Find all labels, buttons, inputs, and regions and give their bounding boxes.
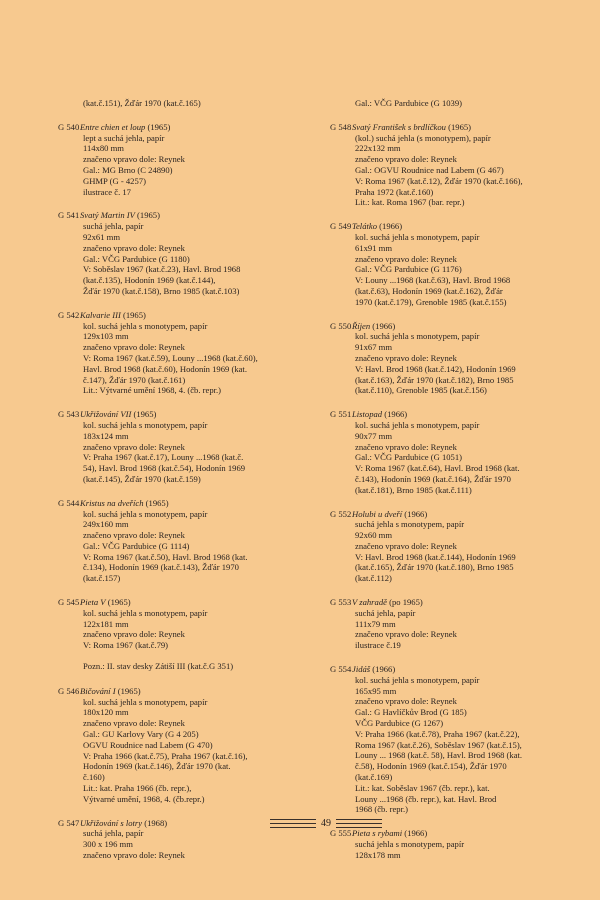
entry-line: značeno vpravo dole: Reynek (83, 718, 185, 729)
entry-line: značeno vpravo dole: Reynek (355, 696, 457, 707)
entry-line: (kat.č.112) (355, 573, 392, 584)
left-continuation (58, 98, 298, 109)
page-footer (0, 815, 600, 835)
entry-line: č.134), Hodonín 1969 (kat.č.143), Žďár 1970 (83, 562, 239, 573)
work-title: Telátko (352, 221, 377, 232)
catalog-number: G 548 (330, 121, 352, 132)
entry-details (58, 420, 298, 485)
entry-line: Lit.: kat. Roma 1967 (bar. repr.) (355, 197, 465, 208)
entry-line: (kat.č.157) (83, 573, 121, 584)
entry-line: (kat.č.63), Hodonín 1969 (kat.č.162), Žďár (355, 285, 503, 296)
work-title: Jidáš (352, 664, 371, 675)
entry-line: V: Praha 1966 (kat.č.78), Praha 1967 (kat.č.22), (355, 728, 520, 739)
catalog-number: G 542 (58, 309, 80, 320)
entry-line: (kat.č.181), Brno 1985 (kat.č.111) (355, 484, 472, 495)
catalog-entry (58, 409, 298, 485)
entry-line: 129x103 mm (83, 331, 129, 342)
catalog-entry (58, 210, 298, 296)
work-year: (1965) (122, 309, 146, 320)
footer-rule-left (270, 819, 316, 820)
catalog-entry (330, 409, 560, 495)
entry-line: Lit.: kat. Praha 1966 (čb. repr.), (83, 783, 192, 794)
entry-line: značeno vpravo dole: Reynek (355, 441, 457, 452)
entry-line: (kat.č.163), Žďár 1970 (kat.č.182), Brno 1985 (355, 374, 514, 385)
entry-line: značeno vpravo dole: Reynek (83, 850, 185, 861)
entry-details (330, 420, 560, 496)
work-title: Ukřižování s lotry (80, 817, 143, 828)
entry-details (330, 608, 560, 651)
entry-details (58, 321, 298, 397)
work-year: (1966) (372, 664, 396, 675)
entry-line: značeno vpravo dole: Reynek (83, 342, 185, 353)
entry-line: (kat.č.169) (355, 772, 393, 783)
entry-line: Gal.: VČG Pardubice (G 1176) (355, 264, 462, 275)
entry-line: Lit.: Výtvarné umění 1968, 4. (čb. repr.) (83, 385, 222, 396)
entry-line: suchá jehla, papír (83, 221, 144, 232)
entry-line: (kat.č.145), Žďár 1970 (kat.č.159) (83, 473, 201, 484)
entry-line: 90x77 mm (355, 430, 393, 441)
catalog-number: G 549 (330, 221, 352, 232)
catalog-number: G 543 (58, 409, 80, 420)
work-year: (1965) (133, 409, 157, 420)
entry-heading (58, 498, 298, 509)
work-year: (1965) (448, 121, 472, 132)
entry-line: 122x181 mm (83, 618, 129, 629)
entry-line: značeno vpravo dole: Reynek (355, 540, 457, 551)
entry-line: (kat.č.135), Hodonín 1969 (kat.č.144), (83, 275, 216, 286)
entry-line: ilustrace č. 17 (83, 186, 131, 197)
footer-rule-right (336, 823, 382, 824)
catalog-entry (58, 498, 298, 584)
entry-line: suchá jehla s monotypem, papír (355, 839, 465, 850)
entry-line: kol. suchá jehla s monotypem, papír (83, 696, 208, 707)
entry-line: lept a suchá jehla, papír (83, 132, 165, 143)
entry-line: č.160) (83, 772, 105, 783)
entry-line: 111x79 mm (355, 618, 396, 629)
entry-line: Louny ...1968 (čb. repr.), kat. Havl. Brod (355, 793, 497, 804)
entry-heading (58, 686, 298, 697)
entry-line: 1968 (čb. repr.) (355, 804, 408, 815)
entry-line: suchá jehla, papír (355, 607, 416, 618)
footer-rule-right (336, 827, 382, 828)
entry-line: (kol.) suchá jehla (s monotypem), papír (355, 132, 491, 143)
catalog-number: G 541 (58, 210, 80, 221)
entry-line: 91x67 mm (355, 342, 393, 353)
entry-line: značeno vpravo dole: Reynek (83, 154, 185, 165)
entry-heading (58, 409, 298, 420)
catalog-number: G 552 (330, 508, 352, 519)
work-title: Kristus na dveřích (80, 497, 144, 508)
work-year: (1966) (404, 828, 428, 839)
entry-details (330, 331, 560, 396)
entry-line: značeno vpravo dole: Reynek (83, 530, 185, 541)
entry-line: značeno vpravo dole: Reynek (355, 629, 457, 640)
entry-line: Praha 1972 (kat.č.160) (355, 186, 434, 197)
work-title: Pieta s rybami (352, 828, 403, 839)
entry-line: 92x60 mm (355, 530, 393, 541)
entry-details (58, 221, 298, 297)
entry-heading (58, 597, 298, 608)
entry-line: 128x178 mm (355, 849, 401, 860)
catalog-number: G 540 (58, 121, 80, 132)
entry-line: V: Praha 1966 (kat.č.75), Praha 1967 (kat.č.16), (83, 750, 248, 761)
entry-details (330, 519, 560, 584)
work-year: (1965) (147, 121, 171, 132)
work-year: (1966) (379, 221, 403, 232)
catalog-entry (330, 664, 560, 815)
work-year: (1966) (372, 320, 396, 331)
right-continuation (330, 98, 560, 109)
catalog-entry (330, 509, 560, 585)
work-title: Říjen (352, 320, 371, 331)
entry-line: značeno vpravo dole: Reynek (83, 441, 185, 452)
entry-line: č.147), Žďár 1970 (kat.č.161) (83, 374, 186, 385)
entry-heading (58, 122, 298, 133)
work-year: (po 1965) (389, 597, 423, 608)
entry-line: kol. suchá jehla s monotypem, papír (83, 508, 208, 519)
catalog-entry (330, 122, 560, 208)
entry-line: (kat.č.151), Žďár 1970 (kat.č.165) (83, 98, 201, 108)
entry-details (58, 133, 298, 198)
entry-line: 180x120 mm (83, 707, 129, 718)
entry-line: Gal.: VČG Pardubice (G 1051) (355, 452, 463, 463)
catalog-entry (330, 221, 560, 307)
entry-line: 92x61 mm (83, 231, 121, 242)
catalog-entry (58, 686, 298, 805)
catalog-number: G 553 (330, 597, 352, 608)
entry-details (58, 509, 298, 585)
entry-line: Gal.: OGVU Roudnice nad Labem (G 467) (355, 164, 504, 175)
entry-line: Havl. Brod 1968 (kat.č.60), Hodonín 1969 (kat. (83, 363, 247, 374)
entry-heading (330, 321, 560, 332)
footer-rule-left (270, 827, 316, 828)
entry-line: 222x132 mm (355, 143, 401, 154)
entry-line: Gal.: VČG Pardubice (G 1180) (83, 253, 190, 264)
entry-line: (kat.č.165), Žďár 1970 (kat.č.180), Brno 1985 (355, 562, 514, 573)
right-column (330, 98, 560, 874)
entry-line: značeno vpravo dole: Reynek (355, 352, 457, 363)
entry-line: 1970 (kat.č.179), Grenoble 1985 (kat.č.155) (355, 296, 507, 307)
work-title: Bičování I (80, 685, 116, 696)
work-year: (1968) (144, 817, 168, 828)
entry-line: značeno vpravo dole: Reynek (83, 629, 185, 640)
entry-line: Žďár 1970 (kat.č.158), Brno 1985 (kat.č.103) (83, 285, 240, 296)
entry-line: kol. suchá jehla s monotypem, papír (83, 320, 208, 331)
entry-line: značeno vpravo dole: Reynek (355, 253, 457, 264)
entry-details (58, 608, 298, 651)
entry-line: 183x124 mm (83, 430, 129, 441)
catalog-entry (58, 122, 298, 198)
catalog-number: G 555 (330, 828, 352, 839)
entry-line: 61x91 mm (355, 242, 393, 253)
work-title: Svatý Martin IV (80, 210, 135, 221)
entry-details (330, 133, 560, 209)
entry-line: (kat.č.110), Grenoble 1985 (kat.č.156) (355, 385, 487, 396)
entry-line: GHMP (G - 4257) (83, 175, 146, 186)
entry-line: značeno vpravo dole: Reynek (83, 242, 185, 253)
work-title: Holubi u dveří (352, 508, 403, 519)
catalog-entry (58, 597, 298, 651)
entry-heading (330, 597, 560, 608)
catalog-entry (58, 310, 298, 396)
entry-details (330, 675, 560, 815)
entry-heading (330, 221, 560, 232)
footer-rule-right (336, 819, 382, 820)
entry-line: kol. suchá jehla s monotypem, papír (83, 419, 208, 430)
work-title: Entre chien et loup (80, 121, 146, 132)
work-year: (1965) (117, 685, 141, 696)
entry-line: č.143), Hodonín 1969 (kat.č.164), Žďár 1970 (355, 473, 511, 484)
catalog-number: G 544 (58, 497, 80, 508)
entry-line: kol. suchá jehla s monotypem, papír (83, 607, 208, 618)
entry-line: Gal.: MG Brno (C 24890) (83, 164, 173, 175)
entry-line: V: Roma 1967 (kat.č.79) (83, 640, 169, 651)
entry-details (330, 839, 560, 861)
work-year: (1965) (137, 210, 160, 221)
entry-line: 300 x 196 mm (83, 839, 133, 850)
work-title: Svatý František s brdlíčkou (352, 121, 446, 132)
entry-line: kol. suchá jehla s monotypem, papír (355, 231, 480, 242)
work-title: Listopad (352, 409, 383, 420)
work-year: (1965) (107, 597, 131, 608)
entry-line: 249x160 mm (83, 519, 129, 530)
entry-line: VČG Pardubice (G 1267) (355, 718, 444, 729)
left-column (58, 98, 298, 874)
entry-line: V: Havl. Brod 1968 (kat.č.144), Hodonín 1969 (355, 551, 516, 562)
entry-line: Gal.: G Havlíčkův Brod (G 185) (355, 707, 467, 718)
entry-line: suchá jehla s monotypem, papír (355, 519, 465, 530)
work-year: (1966) (384, 409, 408, 420)
entry-heading (330, 409, 560, 420)
entry-line: V: Roma 1967 (kat.č.50), Havl. Brod 1968 (kat. (83, 551, 248, 562)
work-title: Pieta V (80, 597, 106, 608)
entry-heading (58, 310, 298, 321)
entry-line: ilustrace č.19 (355, 640, 401, 651)
entry-line: V: Roma 1967 (kat.č.12), Žďár 1970 (kat.č.166), (355, 175, 523, 186)
catalog-number: G 554 (330, 664, 352, 675)
catalog-number: G 551 (330, 409, 352, 420)
entry-line: Gal.: GU Karlovy Vary (G 4 205) (83, 729, 199, 740)
catalog-number: G 550 (330, 320, 352, 331)
entry-details (330, 232, 560, 308)
work-year: (1966) (404, 508, 428, 519)
entry-line: Výtvarné umění, 1968, 4. (čb.repr.) (83, 793, 205, 804)
footer-rule-left (270, 823, 316, 824)
catalog-number: G 547 (58, 817, 80, 828)
entry-heading (330, 509, 560, 520)
entry-line: Hodonín 1969 (kat.č.146), Žďár 1970 (kat. (83, 761, 231, 772)
entry-line: značeno vpravo dole: Reynek (355, 154, 457, 165)
entry-line: 165x95 mm (355, 685, 397, 696)
entry-line: 54), Havl. Brod 1968 (kat.č.54), Hodonín 1969 (83, 463, 246, 474)
entry-line: kol. suchá jehla s monotypem, papír (355, 419, 480, 430)
entry-line: V: Soběslav 1967 (kat.č.23), Havl. Brod 1968 (83, 264, 241, 275)
entry-line: V: Roma 1967 (kat.č.64), Havl. Brod 1968 (kat. (355, 463, 520, 474)
entry-line: Louny ... 1968 (kat.č. 58), Havl. Brod 1968 (kat. (355, 750, 523, 761)
work-title: Ukřižování VII (80, 409, 132, 420)
work-year: (1965) (145, 497, 169, 508)
entry-line: suchá jehla, papír (83, 828, 144, 839)
catalog-entry (330, 321, 560, 397)
entry-line: kol. suchá jehla s monotypem, papír (355, 674, 480, 685)
entry-heading (330, 664, 560, 675)
entry-heading (58, 210, 298, 221)
catalog-number: G 545 (58, 597, 80, 608)
entry-line: V: Roma 1967 (kat.č.59), Louny ...1968 (kat.č.60), (83, 352, 258, 363)
entry-heading (330, 122, 560, 133)
catalog-number: G 546 (58, 685, 80, 696)
entry-line: 114x80 mm (83, 143, 124, 154)
entry-details (58, 697, 298, 805)
page-number: 49 (321, 818, 331, 829)
work-title: Kalvarie III (80, 309, 121, 320)
entry-line: V: Praha 1967 (kat.č.17), Louny ...1968 (kat.č. (83, 452, 244, 463)
entry-line: Lit.: kat. Soběslav 1967 (čb. repr.), kat. (355, 782, 490, 793)
work-title: V zahradě (352, 597, 387, 608)
entry-line: č.58), Hodonín 1969 (kat.č.154), Žďár 1970 (355, 761, 507, 772)
entry-line: Gal.: VČG Pardubice (G 1039) (355, 98, 463, 108)
entry-note: Pozn.: II. stav desky Zátiší III (kat.č.G 351) (83, 661, 234, 672)
entry-line: V: Louny ...1968 (kat.č.63), Havl. Brod 1968 (355, 275, 511, 286)
entry-line: OGVU Roudnice nad Labem (G 470) (83, 739, 213, 750)
catalog-entry (330, 597, 560, 651)
entry-line: kol. suchá jehla s monotypem, papír (355, 331, 480, 342)
entry-line: V: Havl. Brod 1968 (kat.č.142), Hodonín 1969 (355, 363, 516, 374)
entry-line: Roma 1967 (kat.č.26), Soběslav 1967 (kat.č.15), (355, 739, 522, 750)
entry-line: Gal.: VČG Pardubice (G 1114) (83, 540, 190, 551)
